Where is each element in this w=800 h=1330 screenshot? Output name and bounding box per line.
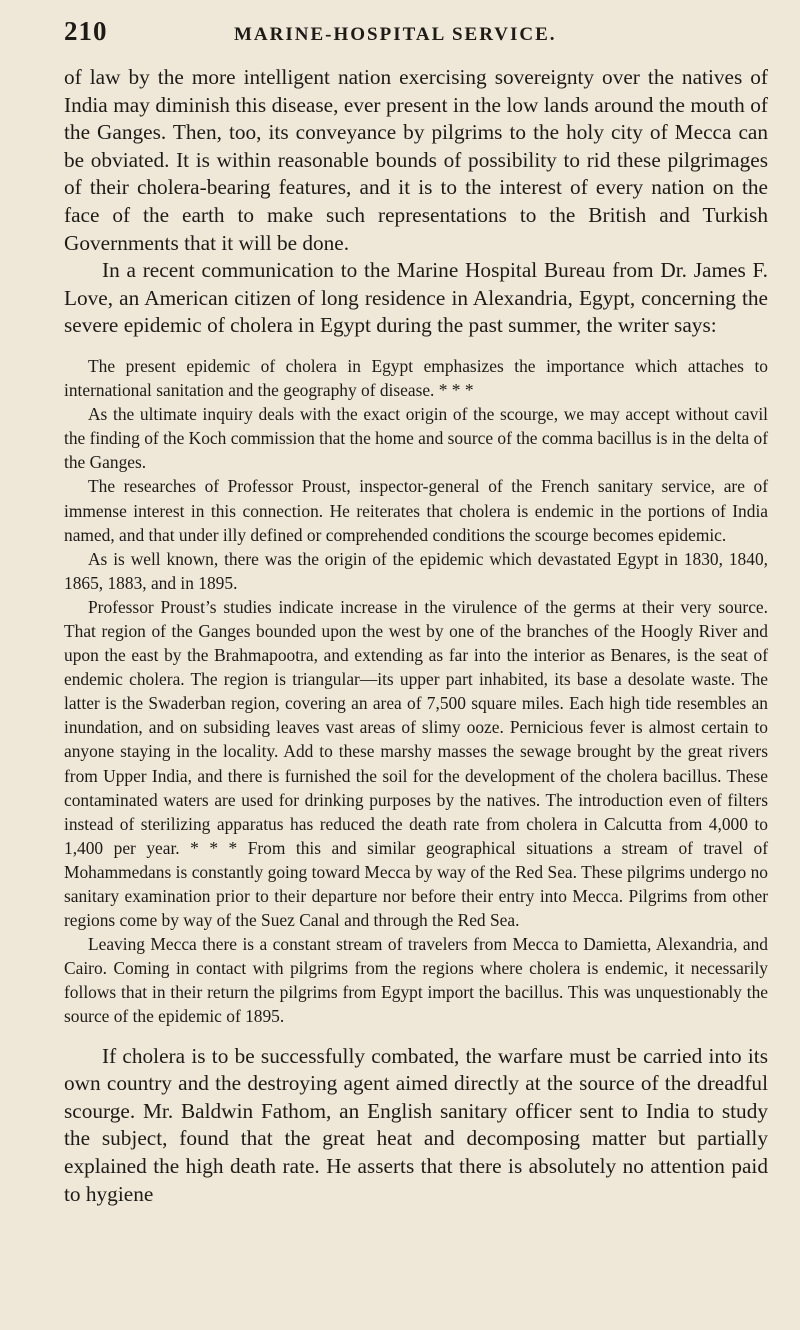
quote-paragraph: Leaving Mecca there is a constant stream of travelers from Mecca to Damietta, Alexandria, and Cairo. Coming in contact with pilgrims from the regions where cholera is endemic, it necessarily follows that in their return the pilgrims from Egypt import the bacillus. This was unquestionably the source of the epidemic of 1895. — [64, 934, 768, 1027]
quote-paragraph: As the ultimate inquiry deals with the exact origin of the scourge, we may accept without cavil the finding of the Koch commission that the home and source of the comma bacillus is in the delta of the Ganges. — [64, 404, 768, 473]
page-number: 210 — [64, 16, 108, 46]
running-head — [64, 16, 768, 52]
closing-text — [64, 1043, 768, 1209]
quote-paragraph: The present epidemic of cholera in Egypt emphasizes the importance which attaches to international sanitation and the geography of disease. * * * — [64, 355, 768, 401]
intro-text — [64, 64, 768, 340]
running-title: MARINE-HOSPITAL SERVICE. — [234, 24, 557, 45]
paragraph-closing: If cholera is to be successfully combated, the warfare must be carried into its own country and the destroying agent aimed directly at the source of the dreadful scourge. Mr. Baldwin Fathom, an English sanitary officer sent to India to study the subject, found that the great heat and decomposing matter but partially explained the high death rate. He asserts that there is absolutely no attention paid to hygiene — [64, 1043, 768, 1206]
paragraph-love-communication: In a recent communication to the Marine Hospital Bureau from Dr. James F. Love, an American citizen of long residence in Alexandria, Egypt, concerning the severe epidemic of cholera in Egypt during the past summer, the writer says: — [64, 258, 768, 338]
quoted-letter — [64, 354, 768, 1029]
quote-paragraph: As is well known, there was the origin of the epidemic which devastated Egypt in 1830, 1840, 1865, 1883, and in 1895. — [64, 548, 768, 593]
quote-paragraph: Professor Proust’s studies indicate increase in the virulence of the germs at their very source. That region of the Ganges bounded upon the west by one of the branches of the Hoogly River and upon the east by the Brahmapootra, and extending as far into the interior as Benares, is the seat of endemic cholera. The region is triangular—its upper part inhabited, its base a desolate waste. The latter is the Swaderban region, covering an area of 7,500 square miles. Each high tide resembles an inundation, and on subsiding leaves vast areas of slimy ooze. Pernicious fever is almost certain to anyone staying in the locality. Add to these marshy masses the sewage brought by the great rivers from Upper India, and there is furnished the soil for the development of the cholera bacillus. These contaminated waters are used for drinking purposes by the natives. The introduction even of filters instead of sterilizing apparatus has reduced the death rate from cholera in Calcutta from 4,000 to 1,400 per year. * * * From this and similar geographical situations a stream of travel of Mohammedans is constantly going toward Mecca by way of the Red Sea. These pilgrims undergo no sanitary examination prior to their departure nor before their entry into Mecca. Pilgrims from other regions come by way of the Suez Canal and through the Red Sea. — [64, 596, 768, 931]
paragraph-continued: of law by the more intelligent nation exercising sovereignty over the natives of India may diminish this disease, ever present in the low lands around the mouth of the Ganges. Then, too, its conveyance by pilgrims to the holy city of Mecca can be obviated. It is within reasonable bounds of possibility to rid these pilgrimages of their cholera-bearing features, and it is to the interest of every nation on the face of the earth to make such representations to the British and Turkish Governments that it will be done. — [64, 65, 768, 255]
quote-paragraph: The researches of Professor Proust, inspector-general of the French sanitary service, are of immense interest in this connection. He reiterates that cholera is endemic in the portions of India named, and that under illy defined or comprehended conditions the scourge becomes epidemic. — [64, 476, 768, 545]
